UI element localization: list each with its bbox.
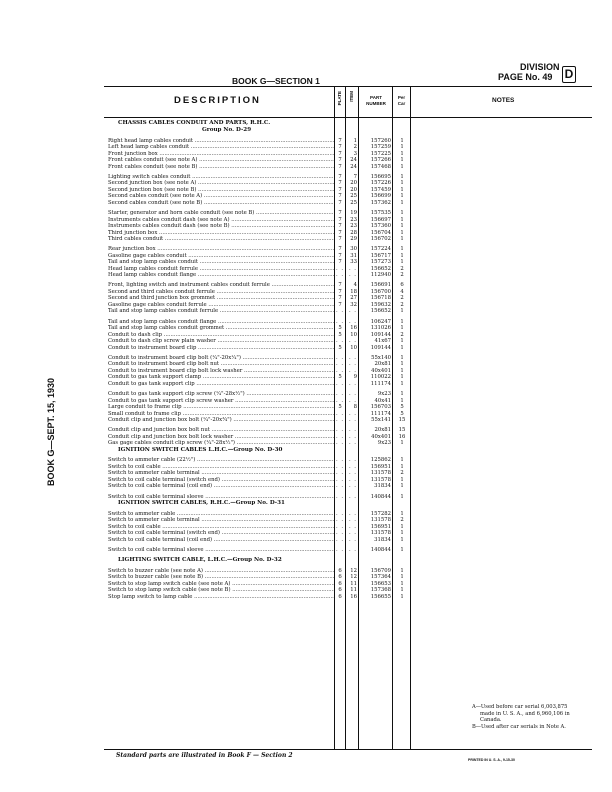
plate-number xyxy=(336,537,344,544)
table-row xyxy=(104,537,592,544)
plate-number xyxy=(336,381,344,388)
part-number: 157225 xyxy=(370,150,391,157)
plate-number xyxy=(336,417,344,424)
table-row xyxy=(104,594,592,601)
part-number: 157459 xyxy=(370,186,391,193)
plate-number: 5 xyxy=(338,325,342,332)
item-number: 10 xyxy=(350,331,357,338)
part-description: Conduit to instrument board clip bolt (¼"-20x¼") ..... xyxy=(108,355,334,362)
part-number: 131026 xyxy=(370,325,391,332)
part-number: 112940 xyxy=(370,272,391,279)
plate-number: 7 xyxy=(338,157,342,164)
part-description: Switch to coil cable terminal (coil end) ..... xyxy=(108,483,334,490)
per-car-qty: 1 xyxy=(400,199,404,206)
item-number: 31 xyxy=(350,252,357,259)
plate-number: 7 xyxy=(338,223,342,230)
part-description: Stop lamp switch to lamp cable ..... xyxy=(108,594,334,601)
part-number: 131578 xyxy=(370,530,391,537)
note-line: B—Used after car serials in Note A. xyxy=(472,723,566,730)
part-number: 157266 xyxy=(370,157,391,164)
part-number: 159632 xyxy=(370,301,391,308)
part-number: 156695 xyxy=(370,173,391,180)
per-car-qty: 2 xyxy=(400,265,404,272)
per-car-qty: 1 xyxy=(400,252,404,259)
part-description: Conduit to instrument board clip bolt lock washer ..... xyxy=(108,368,334,375)
plate-number: 6 xyxy=(338,587,342,594)
plate-number: 7 xyxy=(338,236,342,243)
per-car-qty: 1 xyxy=(400,374,404,381)
page-letter-badge: D xyxy=(562,66,576,83)
part-number: 156697 xyxy=(370,216,391,223)
per-car-qty: 1 xyxy=(400,354,404,361)
part-number: 111174 xyxy=(370,380,391,387)
col-header-part-number: PART NUMBER xyxy=(366,95,386,106)
part-number: 41x67 xyxy=(374,338,391,345)
part-description: Conduit to gas tank support clip screw (¼"-28x½") ..... xyxy=(108,391,334,398)
part-description: Tail and stop lamp cables conduit grommet ..... xyxy=(108,325,334,332)
part-number: 156653 xyxy=(370,580,391,587)
part-number: 9x23 xyxy=(377,440,391,447)
per-car-qty: 2 xyxy=(400,301,404,308)
part-description: Instruments cables conduit dash (see note A) ..... xyxy=(108,217,334,224)
per-car-qty: 2 xyxy=(400,470,404,477)
item-number xyxy=(347,483,357,490)
part-number: 131578 xyxy=(370,476,391,483)
part-number: 31834 xyxy=(374,536,391,543)
part-description: Second and third junction box grommet ..... xyxy=(108,295,334,302)
table-row xyxy=(104,547,592,554)
part-number: 156703 xyxy=(370,404,391,410)
part-number: 157368 xyxy=(370,587,391,594)
col-header-item: ITEM xyxy=(349,91,354,102)
per-car-qty: 16 xyxy=(398,433,406,440)
part-description: Third junction box ..... xyxy=(108,230,334,237)
part-description: Switch to stop lamp switch cable (see note A) ..... xyxy=(108,581,334,588)
item-number: 12 xyxy=(350,574,357,581)
per-car-qty: 1 xyxy=(400,163,404,170)
item-number: 11 xyxy=(350,587,357,594)
part-number: 156652 xyxy=(370,265,391,272)
per-car-qty: 1 xyxy=(400,259,404,266)
item-number: 24 xyxy=(350,163,357,170)
plate-number: 5 xyxy=(338,404,342,410)
part-description: Conduit to gas tank support clamp ..... xyxy=(108,374,334,381)
plate-number: 6 xyxy=(338,593,342,600)
part-number: 157364 xyxy=(370,574,391,581)
per-car-qty: 1 xyxy=(400,476,404,483)
per-car-qty: 1 xyxy=(400,380,404,387)
part-description: Switch to coil cable terminal (coil end) ..... xyxy=(108,537,334,544)
plate-number: 7 xyxy=(338,144,342,151)
part-description: Conduit clip and junction box bolt lock washer ..... xyxy=(108,434,334,441)
part-number: 156699 xyxy=(370,193,391,200)
part-number: 156702 xyxy=(370,236,391,243)
part-number: 31834 xyxy=(374,483,391,490)
part-description: Switch to coil cable terminal sleeve ..... xyxy=(108,494,334,501)
per-car-qty: 1 xyxy=(400,193,404,200)
part-description: Front junction box ..... xyxy=(108,151,334,158)
part-description: Switch to buzzer cable (see note A) ..... xyxy=(108,568,334,575)
per-car-qty: 1 xyxy=(400,397,404,404)
section-heading: CHASSIS CABLES CONDUIT AND PARTS, R.H.C. xyxy=(118,120,271,126)
part-number: 157260 xyxy=(370,137,391,144)
part-number: 156709 xyxy=(370,567,391,574)
part-description: Conduit to dash clip ..... xyxy=(108,332,334,339)
part-description: Front cables conduit (see note A) ..... xyxy=(108,157,334,164)
plate-number: 7 xyxy=(338,180,342,187)
part-description: Small conduit to frame clip ..... xyxy=(108,411,334,418)
col-header-description: DESCRIPTION xyxy=(174,95,261,106)
part-number: 157224 xyxy=(370,246,391,253)
per-car-qty: 1 xyxy=(400,236,404,243)
part-number: 156700 xyxy=(370,288,391,295)
item-number: 4 xyxy=(353,282,357,289)
per-car-qty: 1 xyxy=(400,246,404,253)
per-car-qty: 15 xyxy=(398,427,406,434)
section-heading: IGNITION SWITCH CABLES, R.H.C.—Group No. D-31 xyxy=(118,500,285,507)
per-car-qty: 1 xyxy=(400,361,404,368)
per-car-qty: 1 xyxy=(400,440,404,447)
plate-number: 7 xyxy=(338,259,342,266)
item-number xyxy=(347,381,357,388)
per-car-qty: 1 xyxy=(400,536,404,543)
per-car-qty: 1 xyxy=(400,150,404,157)
part-number: 140844 xyxy=(370,546,391,553)
item-number: 12 xyxy=(350,567,357,574)
item-number: 10 xyxy=(350,344,357,351)
per-car-qty: 1 xyxy=(400,580,404,587)
item-number: 9 xyxy=(353,374,357,381)
part-description: Switch to coil cable ..... xyxy=(108,524,334,531)
part-description: Second junction box (see note B) ..... xyxy=(108,187,334,194)
part-description: Conduit to instrument board clip ..... xyxy=(108,345,334,352)
part-number: 157535 xyxy=(370,210,391,217)
plate-number: 7 xyxy=(338,216,342,223)
plate-number: 7 xyxy=(338,137,342,144)
part-description: Gas gage cables conduit clip screw (¼"-28x½") ..... xyxy=(108,440,334,447)
parts-table xyxy=(104,86,592,750)
item-number: 20 xyxy=(350,180,357,187)
part-number: 20x81 xyxy=(374,427,391,434)
per-car-qty: 1 xyxy=(400,593,404,600)
part-number: 109144 xyxy=(370,331,391,338)
per-car-qty: 15 xyxy=(398,417,406,423)
item-number xyxy=(347,308,357,315)
item-number: 1 xyxy=(353,137,357,144)
per-car-qty: 1 xyxy=(400,173,404,180)
per-car-qty: 1 xyxy=(400,210,404,217)
per-car-qty: 1 xyxy=(400,157,404,164)
part-number: 55x141 xyxy=(371,417,391,423)
plate-number xyxy=(336,547,344,554)
part-description: Head lamp cables conduit flange ..... xyxy=(108,272,334,279)
plate-number: 7 xyxy=(338,252,342,259)
item-number: 28 xyxy=(350,229,357,236)
item-number: 25 xyxy=(350,199,357,206)
part-description: Second cables conduit (see note B) ..... xyxy=(108,200,334,207)
part-description: Large conduit to frame clip ..... xyxy=(108,404,334,411)
part-number: 156655 xyxy=(370,593,391,600)
table-body xyxy=(104,120,592,600)
part-number: 157468 xyxy=(370,163,391,170)
part-description: Switch to ammeter cable terminal ..... xyxy=(108,470,334,477)
item-number: 3 xyxy=(353,150,357,157)
per-car-qty: 2 xyxy=(400,295,404,302)
part-description: Switch to stop lamp switch cable (see note B) ..... xyxy=(108,587,334,594)
part-description: Conduit to dash clip screw plain washer ..... xyxy=(108,338,334,345)
plate-number: 7 xyxy=(338,173,342,180)
item-number: 16 xyxy=(350,593,357,600)
part-number: 20x81 xyxy=(374,361,391,368)
item-number xyxy=(347,417,357,424)
part-number: 157362 xyxy=(370,199,391,206)
part-number: 157273 xyxy=(370,259,391,266)
per-car-qty: 2 xyxy=(400,331,404,338)
group-number: Group No. D-29 xyxy=(202,127,252,133)
per-car-qty: 1 xyxy=(400,338,404,345)
part-description: Lighting switch cables conduit ..... xyxy=(108,174,334,181)
note-line: made in U. S. A., and 6,960,106 in xyxy=(480,710,570,717)
part-description: Starter, generator and horn cable conduit (see note B) ..... xyxy=(108,210,334,217)
part-number: 156951 xyxy=(370,463,391,470)
table-row xyxy=(104,381,592,388)
part-description: Switch to coil cable terminal (switch end) ..... xyxy=(108,530,334,537)
part-description: Switch to buzzer cable (see note B) ..... xyxy=(108,574,334,581)
part-number: 131578 xyxy=(370,470,391,477)
section-heading: IGNITION SWITCH CABLES L.H.C.—Group No. D-30 xyxy=(118,446,283,453)
book-section-title: BOOK G—SECTION 1 xyxy=(232,76,320,86)
per-car-qty: 1 xyxy=(400,367,404,374)
part-description: Second cables conduit (see note A) ..... xyxy=(108,193,334,200)
plate-number: 7 xyxy=(338,150,342,157)
plate-number: 5 xyxy=(338,331,342,338)
part-description: Front, lighting switch and instrument cables conduit ferrule ..... xyxy=(108,282,334,289)
part-number: 157226 xyxy=(370,180,391,187)
part-description: Tail and stop lamp cables conduit ..... xyxy=(108,259,334,266)
per-car-qty: 1 xyxy=(400,144,404,151)
per-car-qty: 1 xyxy=(400,137,404,144)
plate-number: 7 xyxy=(338,282,342,289)
part-number: 156717 xyxy=(370,252,391,259)
page-number: PAGE No. 49 xyxy=(498,72,553,82)
item-number: 16 xyxy=(350,325,357,332)
per-car-qty: 1 xyxy=(400,308,404,315)
item-number: 20 xyxy=(350,186,357,193)
plate-number xyxy=(336,483,344,490)
printed-stamp: PRINTED IN U. S. A., 9-15-30 xyxy=(468,758,515,762)
part-description: Left head lamp cables conduit ..... xyxy=(108,144,334,151)
part-number: 109144 xyxy=(370,344,391,351)
part-description: Switch to coil cable terminal sleeve ..... xyxy=(108,547,334,554)
part-description: Front cables conduit (see note B) ..... xyxy=(108,164,334,171)
per-car-qty: 2 xyxy=(400,272,404,279)
part-description: Switch to ammeter cable (22½") ..... xyxy=(108,457,334,464)
part-description: Switch to ammeter cable terminal ..... xyxy=(108,517,334,524)
part-number: 106247 xyxy=(370,318,391,325)
per-car-qty: 1 xyxy=(400,587,404,594)
part-number: 9x23 xyxy=(377,391,391,397)
part-description: Gasoline gage cables conduit ..... xyxy=(108,253,334,260)
section-heading: LIGHTING SWITCH CABLE, L.H.C.—Group No. D-32 xyxy=(118,557,282,564)
table-row xyxy=(104,272,592,279)
part-number: 111174 xyxy=(370,410,391,417)
part-number: 55x140 xyxy=(371,354,391,361)
plate-number: 7 xyxy=(338,199,342,206)
per-car-qty: 1 xyxy=(400,546,404,553)
per-car-qty: 1 xyxy=(400,180,404,187)
per-car-qty: 1 xyxy=(400,463,404,470)
plate-number xyxy=(336,272,344,279)
table-row xyxy=(104,200,592,207)
table-row xyxy=(104,236,592,243)
item-number: 29 xyxy=(350,236,357,243)
part-description: Head lamp cables conduit ferrule ..... xyxy=(108,266,334,273)
item-number: 24 xyxy=(350,157,357,164)
item-number: 19 xyxy=(350,210,357,217)
per-car-qty: 1 xyxy=(400,530,404,537)
plate-number: 7 xyxy=(338,193,342,200)
plate-number: 6 xyxy=(338,574,342,581)
per-car-qty: 2 xyxy=(400,517,404,524)
col-header-per-car: Per Car xyxy=(397,95,406,106)
item-number: 23 xyxy=(350,216,357,223)
table-row xyxy=(104,164,592,171)
part-description: Conduit to gas tank support clip screw washer ..... xyxy=(108,398,334,405)
item-number: 2 xyxy=(353,144,357,151)
per-car-qty: 1 xyxy=(400,510,404,517)
per-car-qty: 5 xyxy=(400,404,404,410)
part-number: 40x41 xyxy=(374,397,391,404)
item-number xyxy=(347,272,357,279)
plate-number: 5 xyxy=(338,374,342,381)
per-car-qty: 1 xyxy=(400,325,404,332)
plate-number: 7 xyxy=(338,295,342,302)
part-description: Third cables conduit ..... xyxy=(108,236,334,243)
per-car-qty: 1 xyxy=(400,216,404,223)
part-description: Right head lamp cables conduit ..... xyxy=(108,138,334,145)
item-number: 18 xyxy=(350,288,357,295)
part-number: 140844 xyxy=(370,493,391,500)
plate-number: 6 xyxy=(338,567,342,574)
part-number: 156691 xyxy=(370,282,391,289)
plate-number: 7 xyxy=(338,288,342,295)
notes-block xyxy=(472,704,590,730)
part-description: Gasoline gage cables conduit ferrule ..... xyxy=(108,302,334,309)
per-car-qty: 1 xyxy=(400,523,404,530)
per-car-qty: 5 xyxy=(400,410,404,417)
item-number: 32 xyxy=(350,301,357,308)
per-car-qty: 1 xyxy=(400,318,404,325)
part-number: 110022 xyxy=(370,374,391,381)
per-car-qty: 1 xyxy=(400,574,404,581)
per-car-qty: 1 xyxy=(400,483,404,490)
per-car-qty: 1 xyxy=(400,344,404,351)
plate-number xyxy=(336,308,344,315)
part-description: Conduit clip and junction box bolt (¼"-20x¾") ..... xyxy=(108,417,334,424)
header-separator xyxy=(104,117,592,118)
part-number: 157360 xyxy=(370,223,391,230)
item-number xyxy=(347,547,357,554)
division-label: DIVISION xyxy=(520,62,560,72)
item-number: 25 xyxy=(350,193,357,200)
part-number: 156718 xyxy=(370,295,391,302)
col-header-plate: PLATE xyxy=(337,91,342,106)
plate-number: 7 xyxy=(338,229,342,236)
plate-number: 5 xyxy=(338,344,342,351)
table-row xyxy=(104,483,592,490)
part-description: Conduit to instrument board clip bolt nut ..... xyxy=(108,361,334,368)
item-number: 27 xyxy=(350,295,357,302)
part-description: Tail and stop lamp cables conduit ferrule ..... xyxy=(108,308,334,315)
item-number xyxy=(347,537,357,544)
per-car-qty: 1 xyxy=(400,223,404,230)
item-number: 23 xyxy=(350,223,357,230)
item-number: 7 xyxy=(353,173,357,180)
part-number: 125862 xyxy=(370,457,391,464)
per-car-qty: 1 xyxy=(400,229,404,236)
part-description: Rear junction box ..... xyxy=(108,246,334,253)
part-number: 40x401 xyxy=(371,367,391,374)
part-number: 40x401 xyxy=(371,433,391,440)
per-car-qty: 4 xyxy=(400,288,404,295)
table-row xyxy=(104,417,592,424)
per-car-qty: 1 xyxy=(400,493,404,500)
sidebar-book-date: BOOK G—SEPT. 15, 1930 xyxy=(46,377,56,486)
plate-number: 7 xyxy=(338,163,342,170)
per-car-qty: 6 xyxy=(400,282,404,289)
part-description: Second and third cables conduit ferrule ..... xyxy=(108,289,334,296)
item-number: 30 xyxy=(350,246,357,253)
plate-number: 7 xyxy=(338,186,342,193)
note-line: Canada. xyxy=(480,717,502,723)
note-line: A—Used before car serial 6,003,875 xyxy=(472,704,568,710)
part-number: 157259 xyxy=(370,144,391,151)
item-number: 11 xyxy=(350,580,357,587)
item-number: 8 xyxy=(353,404,357,410)
table-row xyxy=(104,308,592,315)
per-car-qty: 1 xyxy=(400,186,404,193)
plate-number: 7 xyxy=(338,301,342,308)
part-description: Second junction box (see note A) ..... xyxy=(108,180,334,187)
part-description: Conduit clip and junction box bolt nut ..... xyxy=(108,427,334,434)
part-description: Switch to ammeter cable ..... xyxy=(108,511,334,518)
part-description: Conduit to gas tank support clip ..... xyxy=(108,381,334,388)
plate-number: 7 xyxy=(338,246,342,253)
part-number: 156951 xyxy=(370,523,391,530)
plate-number: 7 xyxy=(338,210,342,217)
part-number: 157282 xyxy=(370,510,391,517)
part-number: 156704 xyxy=(370,229,391,236)
part-number: 131578 xyxy=(370,517,391,524)
per-car-qty: 1 xyxy=(400,457,404,464)
footer-note: Standard parts are illustrated in Book F — Section 2 xyxy=(116,752,293,759)
table-row xyxy=(104,345,592,352)
item-number: 33 xyxy=(350,259,357,266)
part-description: Instruments cables conduit dash (see note B) ..... xyxy=(108,223,334,230)
part-description: Switch to coil cable terminal (switch end) ..... xyxy=(108,477,334,484)
col-header-notes: NOTES xyxy=(492,97,515,104)
per-car-qty: 1 xyxy=(400,391,404,397)
part-description: Tail and stop lamp cables conduit flange ..... xyxy=(108,319,334,326)
part-number: 156652 xyxy=(370,308,391,315)
per-car-qty: 1 xyxy=(400,567,404,574)
plate-number: 6 xyxy=(338,580,342,587)
part-description: Switch to coil cable ..... xyxy=(108,464,334,471)
